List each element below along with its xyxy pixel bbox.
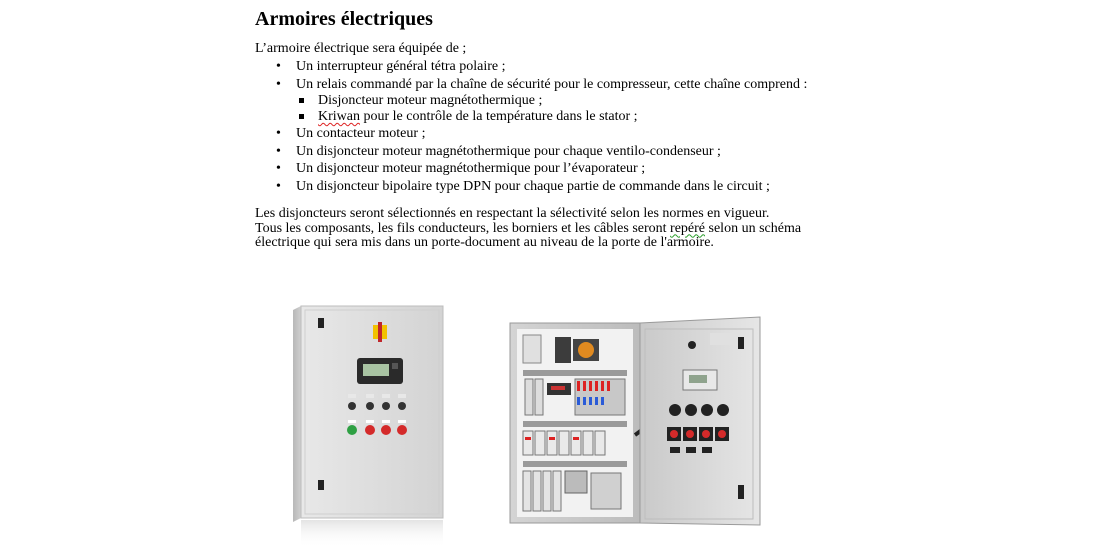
list-item-text: Un disjoncteur moteur magnétothermique pour l’évaporateur ; bbox=[296, 161, 646, 176]
list-item-text: Un relais commandé par la chaîne de sécurité pour le compresseur, cette chaîne comprend : bbox=[296, 76, 808, 92]
list-item-text: Un interrupteur général tétra polaire ; bbox=[296, 59, 506, 74]
spellcheck-word: Kriwan bbox=[318, 109, 360, 124]
sub-list-item bbox=[296, 93, 807, 109]
list-item bbox=[255, 58, 807, 76]
equipment-list bbox=[255, 58, 807, 195]
list-item bbox=[255, 76, 807, 126]
list-item-text: Un disjoncteur bipolaire type DPN pour chaque partie de commande dans le circuit ; bbox=[296, 178, 770, 194]
grammar-flag-word: repéré bbox=[670, 220, 706, 236]
list-item bbox=[255, 143, 807, 161]
sub-list-item bbox=[296, 109, 807, 125]
sub-list-item-text: Disjoncteur moteur magnétothermique ; bbox=[318, 93, 543, 108]
paragraph-line: Tous les composants, les fils conducteurs, les borniers et les câbles seront bbox=[255, 220, 671, 236]
section-title: Armoires électriques bbox=[255, 8, 433, 30]
paragraph-line: électrique qui sera mis dans un porte-document au niveau de la porte de l'armoire. bbox=[255, 235, 714, 250]
electrical-cabinet-closed-image bbox=[285, 300, 455, 550]
intro-text: L’armoire électrique sera équipée de ; bbox=[255, 41, 467, 56]
sub-list bbox=[296, 93, 807, 125]
list-item bbox=[255, 125, 807, 143]
list-item bbox=[255, 178, 807, 196]
electrical-cabinet-open-image bbox=[495, 315, 770, 550]
sub-list-item-text: pour le contrôle de la température dans le stator ; bbox=[360, 109, 638, 124]
list-item-text: Un disjoncteur moteur magnétothermique pour chaque ventilo-condenseur ; bbox=[296, 143, 721, 159]
paragraph-line: selon un schéma bbox=[705, 220, 802, 236]
list-item-text: Un contacteur moteur ; bbox=[296, 126, 426, 141]
paragraph bbox=[255, 207, 801, 251]
paragraph-line: Les disjoncteurs seront sélectionnés en respectant la sélectivité selon les normes en vigueur. bbox=[255, 206, 770, 221]
list-item bbox=[255, 160, 807, 178]
